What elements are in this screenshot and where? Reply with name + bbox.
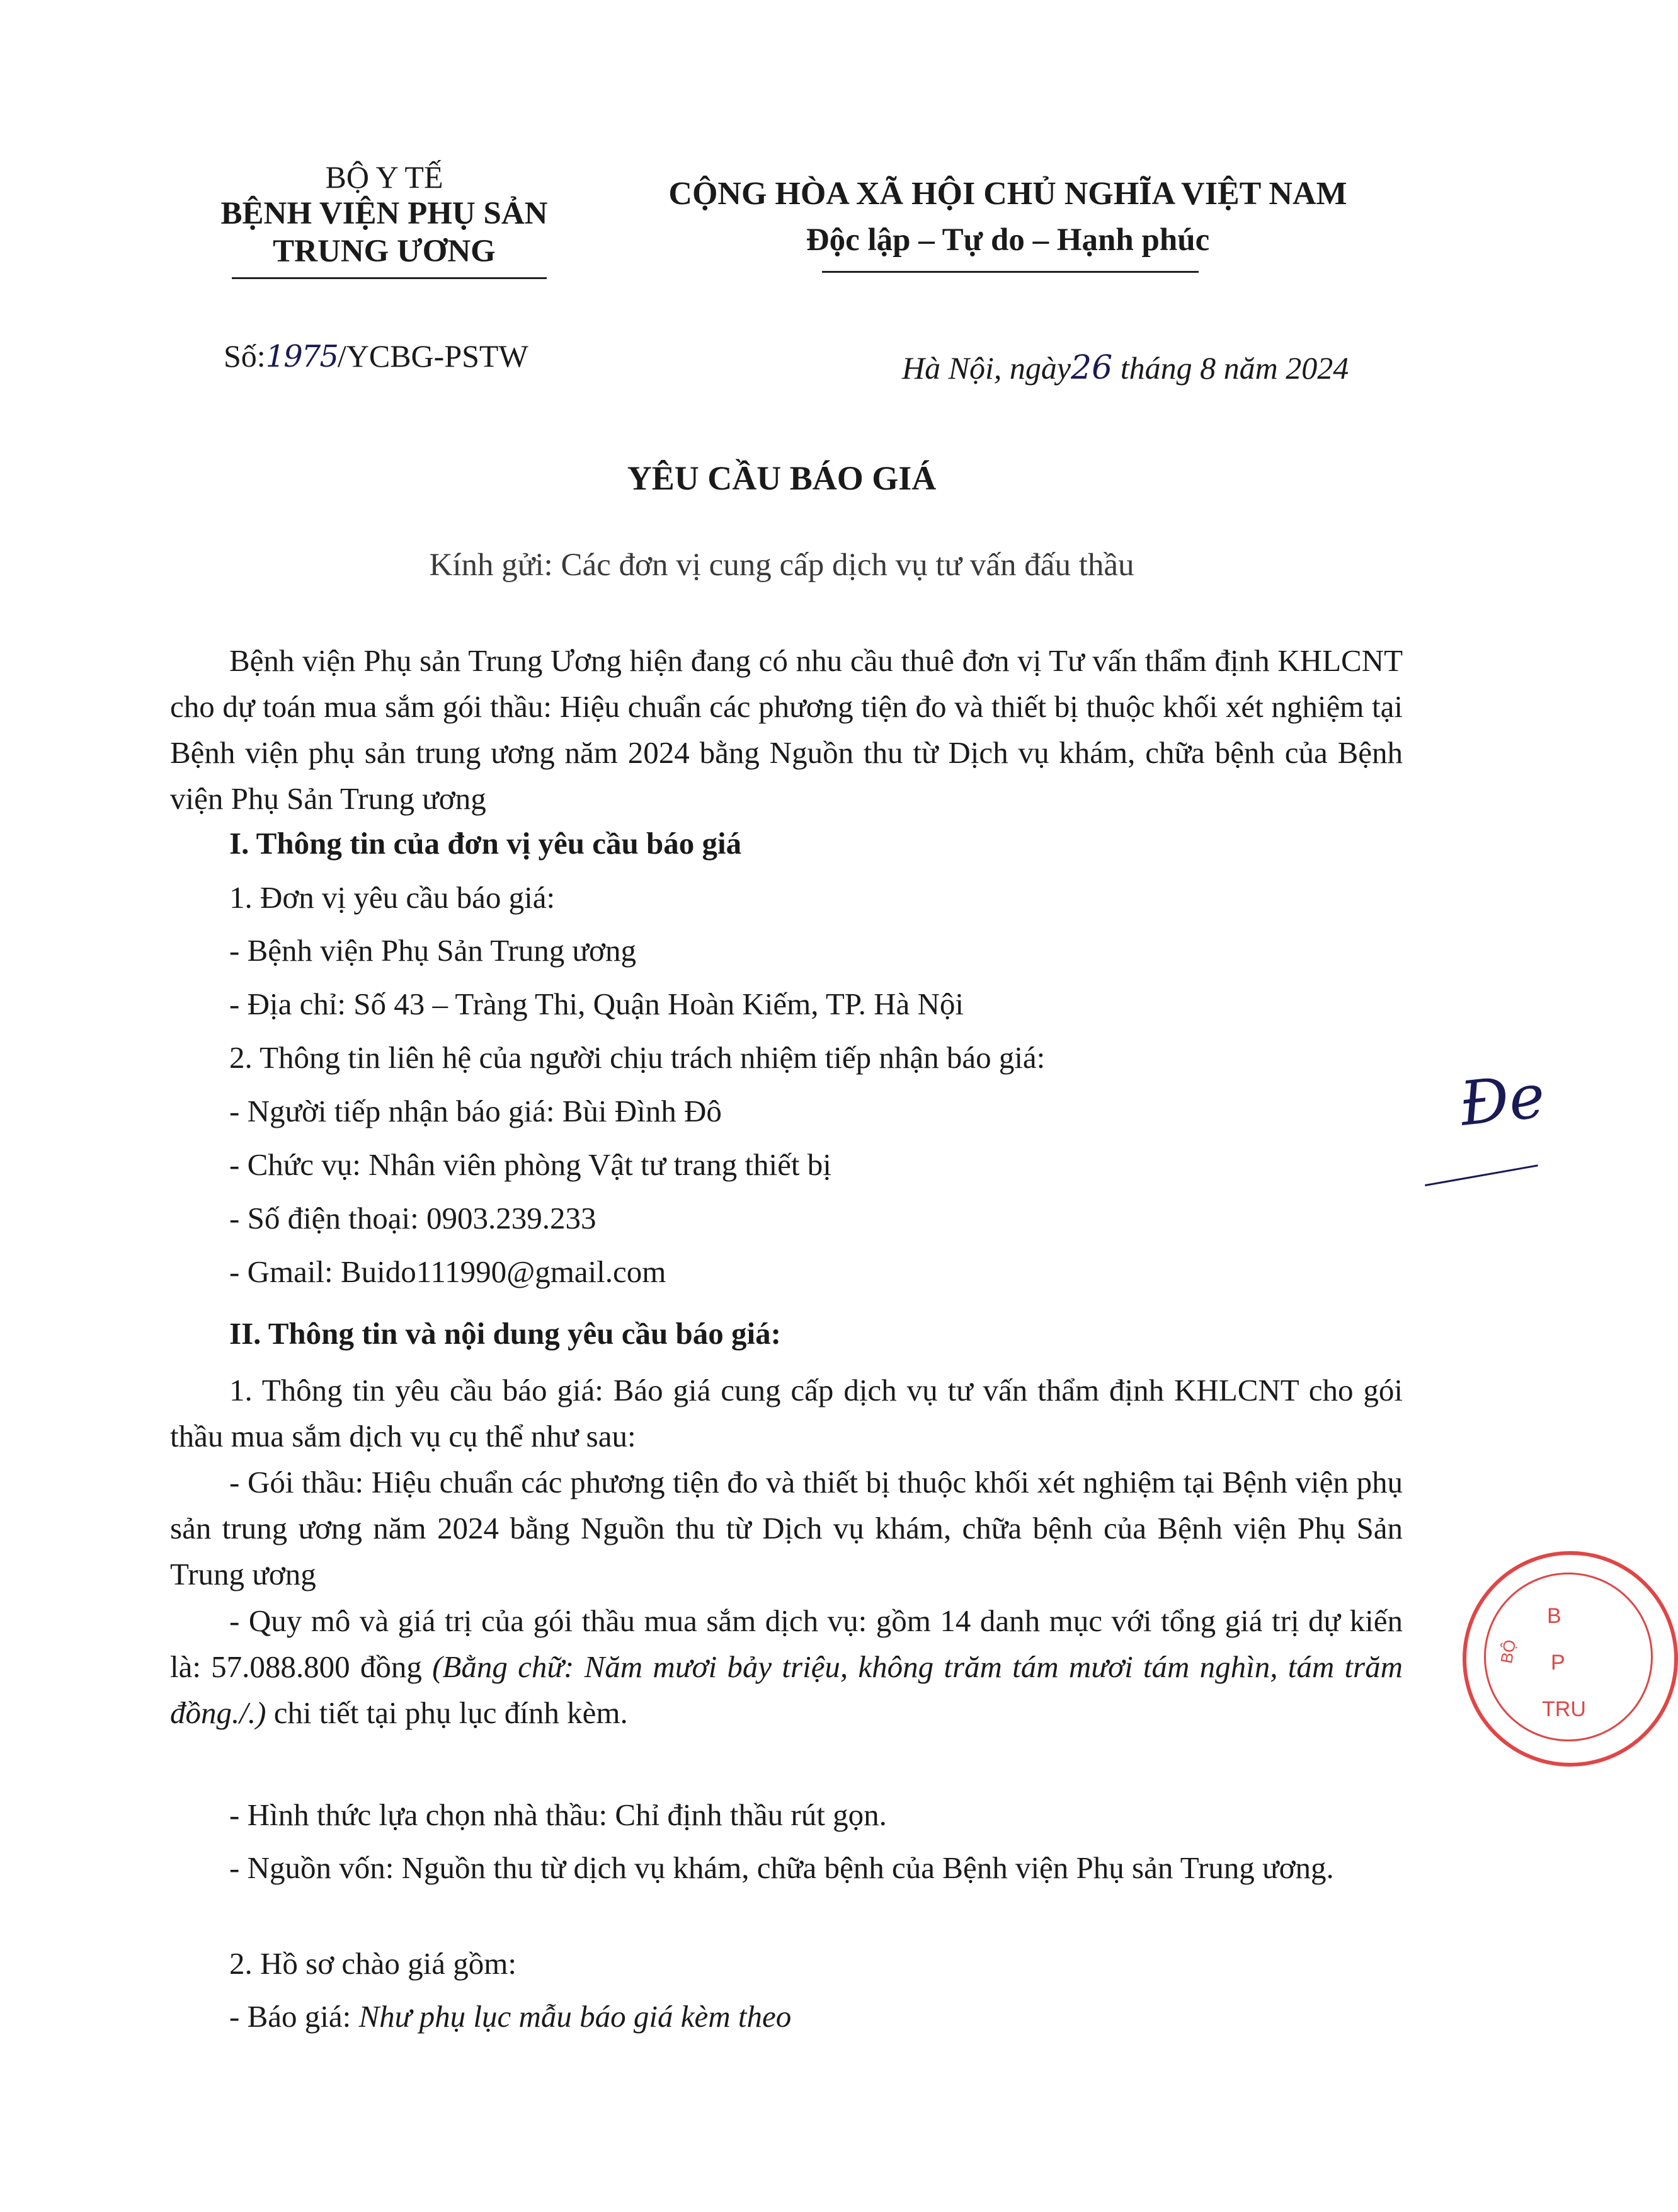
date-prefix: Hà Nội, ngày [902, 350, 1071, 386]
header-left-rule [232, 277, 547, 279]
section1-item2-title: 2. Thông tin liên hệ của người chịu trách nhiệm tiếp nhận báo giá: [229, 1040, 1046, 1075]
quote-value: Như phụ lục mẫu báo giá kèm theo [358, 1999, 792, 2034]
ministry-name: BỘ Y TẾ [325, 159, 443, 195]
stamp-letter-3: TRU [1542, 1697, 1586, 1721]
doc-number-prefix: Số: [224, 338, 266, 374]
section2-info-paragraph: 1. Thông tin yêu cầu báo giá: Báo giá cung cấp dịch vụ tư vấn thẩm định KHLCNT cho gói thầu mua sắm dịch vụ cụ thể như sau: [170, 1373, 1403, 1453]
hospital-name-line2: TRUNG ƯƠNG [273, 234, 496, 269]
section2-value-paragraph [170, 1598, 1403, 1736]
stamp-letter-1: B [1547, 1604, 1561, 1628]
section1-org-name: - Bệnh viện Phụ Sản Trung ương [229, 933, 636, 968]
section2-selection-method: - Hình thức lựa chọn nhà thầu: Chỉ định thầu rút gọn. [229, 1797, 887, 1832]
official-red-stamp [1463, 1551, 1678, 1767]
page-title: YÊU CẦU BÁO GIÁ [627, 459, 937, 497]
section1-receiver: - Người tiếp nhận báo giá: Bùi Đình Đô [229, 1094, 722, 1128]
intro-paragraph: Bệnh viện Phụ sản Trung Ương hiện đang có nhu cầu thuê đơn vị Tư vấn thẩm định KHLCNT cho dự toán mua sắm gói thầu: Hiệu chuẩn các phương tiện đo và thiết bị thuộc khối xét nghiệm tại Bệnh viện phụ sản trung ương năm 2024 bằng Nguồn thu từ Dịch vụ khám, chữa bệnh của Bệnh viện Phụ Sản Trung ương [170, 643, 1403, 816]
section1-email: - Gmail: Buido111990@gmail.com [229, 1254, 666, 1289]
stamp-letter-2: P [1551, 1651, 1565, 1675]
value-text-end: chi tiết tại phụ lục đính kèm. [266, 1695, 628, 1730]
national-motto: Độc lập – Tự do – Hạnh phúc [806, 222, 1210, 258]
header-right-rule [822, 271, 1199, 273]
section2-quote-line [229, 1998, 791, 2034]
section2-funding-source: - Nguồn vốn: Nguồn thu từ dịch vụ khám, chữa bệnh của Bệnh viện Phụ sản Trung ương. [229, 1850, 1334, 1885]
section2-heading: II. Thông tin và nội dung yêu cầu báo giá: [229, 1316, 781, 1351]
value-in-words: (Bằng chữ: Năm mươi bảy triệu, không trăm tám mươi tám nghìn, tám trăm đồng./.) [170, 1649, 1403, 1730]
section1-phone: - Số điện thoại: 0903.239.233 [229, 1201, 596, 1235]
section1-address: - Địa chỉ: Số 43 – Tràng Thi, Quận Hoàn Kiếm, TP. Hà Nội [229, 987, 964, 1021]
margin-initials-signature: Đe [1456, 1060, 1548, 1140]
margin-initials-stroke [1425, 1164, 1538, 1186]
republic-name: CỘNG HÒA XÃ HỘI CHỦ NGHĨA VIỆT NAM [668, 176, 1347, 212]
recipient-line: Kính gửi: Các đơn vị cung cấp dịch vụ tư vấn đấu thầu [429, 547, 1134, 583]
document-number [224, 338, 528, 374]
stamp-letter-4: BỘ [1497, 1638, 1520, 1665]
section2-package-paragraph: - Gói thầu: Hiệu chuẩn các phương tiện đo và thiết bị thuộc khối xét nghiệm tại Bệnh viện phụ sản trung ương năm 2024 bằng Nguồn thu từ Dịch vụ khám, chữa bệnh của Bệnh viện Phụ Sản Trung ương [170, 1465, 1403, 1591]
quote-label: - Báo giá: [229, 1999, 359, 2034]
date-day-handwritten: 26 [1071, 349, 1113, 387]
section2-dossier-title: 2. Hồ sơ chào giá gồm: [229, 1946, 517, 1981]
date-suffix: tháng 8 năm 2024 [1112, 350, 1349, 386]
document-date [902, 349, 1349, 387]
doc-number-suffix: /YCBG-PSTW [337, 338, 528, 374]
section1-item1-title: 1. Đơn vị yêu cầu báo giá: [229, 880, 556, 915]
value-text: - Quy mô và giá trị của gói thầu mua sắm dịch vụ: gồm 14 danh mục với tổng giá trị dự kiến là: 57.088.800 đồng [170, 1603, 1403, 1684]
section1-position: - Chức vụ: Nhân viên phòng Vật tư trang thiết bị [229, 1147, 831, 1182]
doc-number-handwritten: 1975 [265, 339, 338, 374]
section1-heading: I. Thông tin của đơn vị yêu cầu báo giá [229, 826, 742, 861]
hospital-name-line1: BỆNH VIỆN PHỤ SẢN [220, 196, 548, 231]
